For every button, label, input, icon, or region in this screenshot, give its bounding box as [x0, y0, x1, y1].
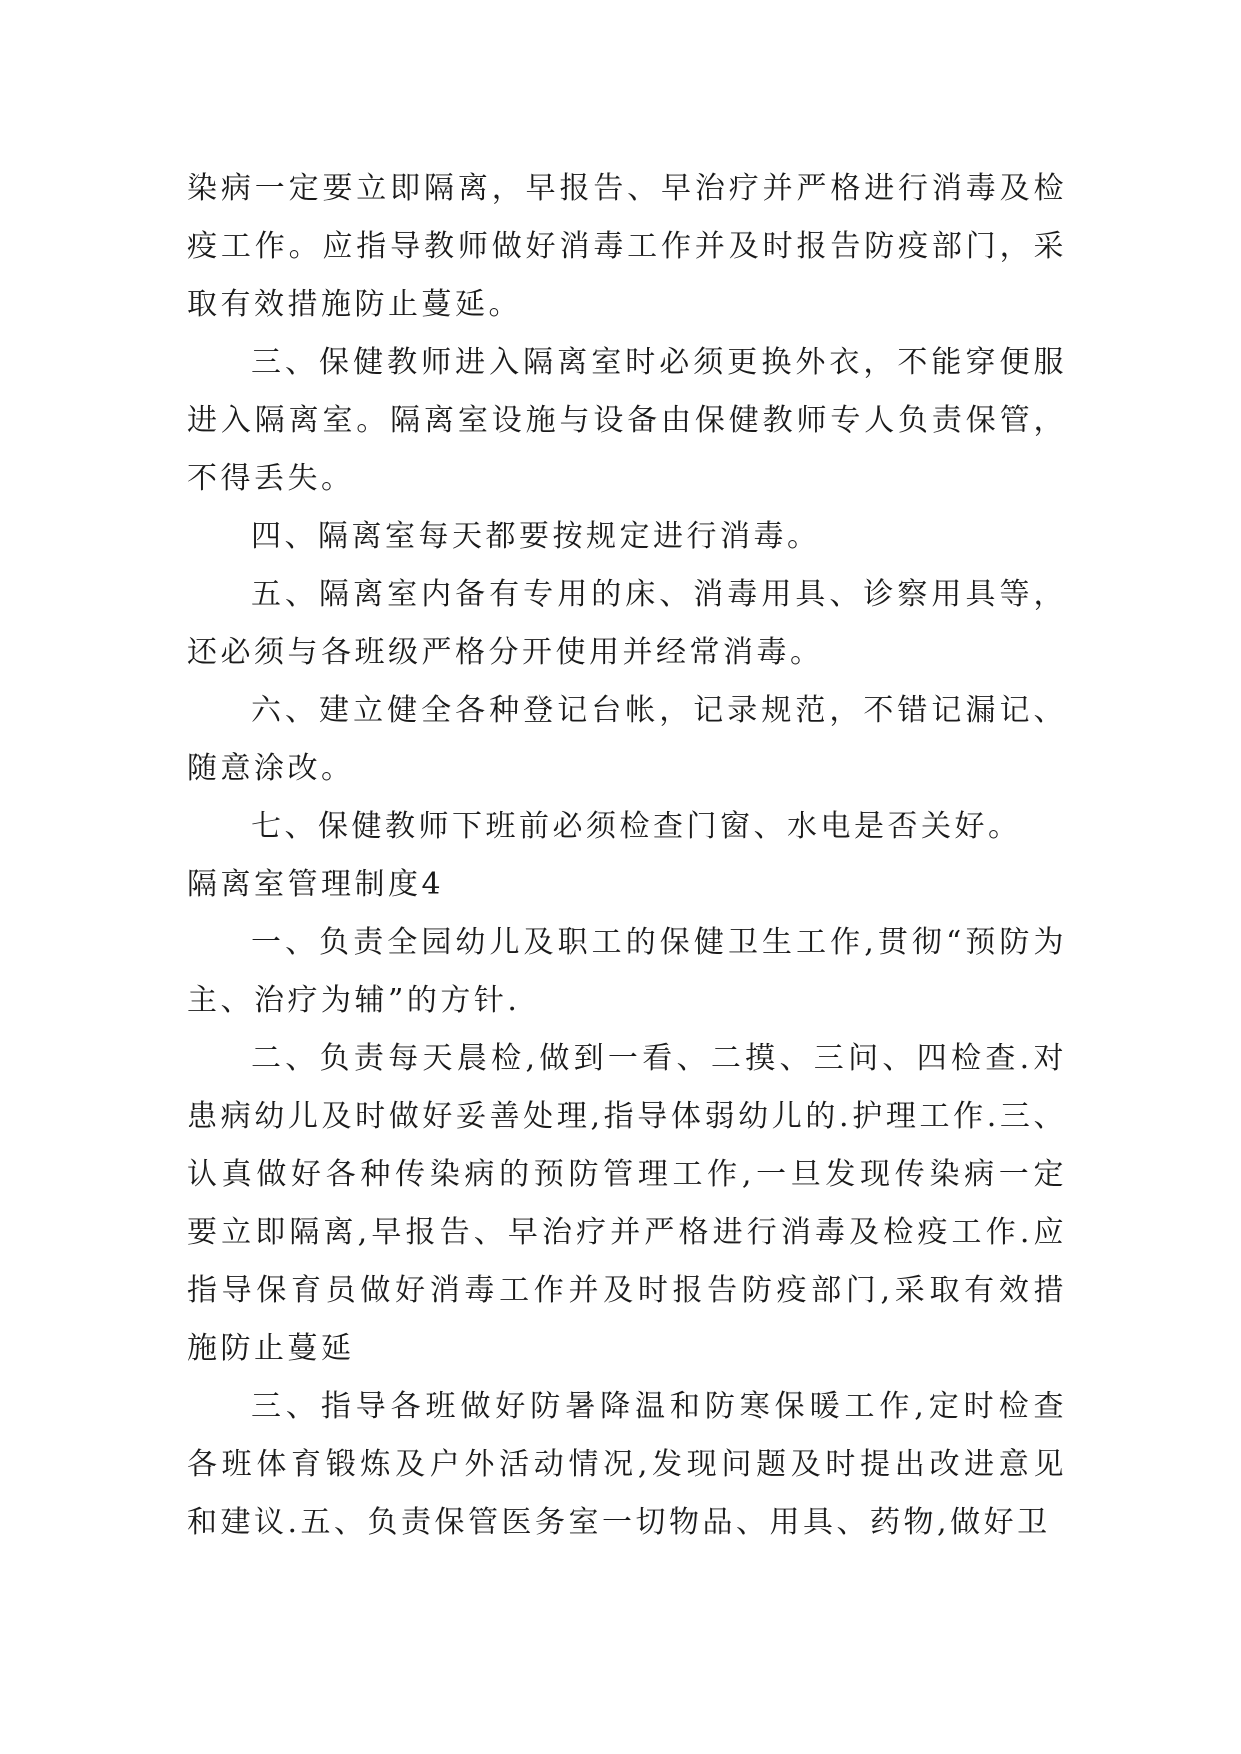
paragraph-section4-item-2: 二、负责每天晨检,做到一看、二摸、三问、四检查.对患病幼儿及时做好妥善处理,指导体弱幼儿的.护理工作.三、认真做好各种传染病的预防管理工作,一旦发现传染病一定要立即隔离,早报告、早治疗并严格进行消毒及检疫工作.应指导保育员做好消毒工作并及时报告防疫部门,采取有效措施防止蔓延: [187, 1041, 1067, 1366]
section-heading: 隔离室管理制度4: [187, 867, 445, 902]
paragraph-item-7: 七、保健教师下班前必须检查门窗、水电是否关好。: [251, 809, 1022, 844]
paragraph-item-3: 三、保健教师进入隔离室时必须更换外衣，不能穿便服进入隔离室。隔离室设施与设备由保健教师专人负责保管，不得丢失。: [187, 345, 1067, 496]
document-body: [187, 160, 1067, 1552]
paragraph-section4-item-1: 一、负责全园幼儿及职工的保健卫生工作,贯彻“预防为主、治疗为辅”的方针.: [187, 925, 1067, 1018]
paragraph-continuation: 染病一定要立即隔离，早报告、早治疗并严格进行消毒及检疫工作。应指导教师做好消毒工作并及时报告防疫部门，采取有效措施防止蔓延。: [187, 171, 1067, 322]
paragraph-section4-item-3: 三、指导各班做好防暑降温和防寒保暖工作,定时检查各班体育锻炼及户外活动情况,发现问题及时提出改进意见和建议.五、负责保管医务室一切物品、用具、药物,做好卫: [187, 1389, 1067, 1540]
paragraph-item-6: 六、建立健全各种登记台帐，记录规范，不错记漏记、随意涂改。: [187, 693, 1067, 786]
paragraph-item-5: 五、隔离室内备有专用的床、消毒用具、诊察用具等，还必须与各班级严格分开使用并经常消毒。: [187, 577, 1067, 670]
paragraph-item-4: 四、隔离室每天都要按规定进行消毒。: [251, 519, 821, 554]
